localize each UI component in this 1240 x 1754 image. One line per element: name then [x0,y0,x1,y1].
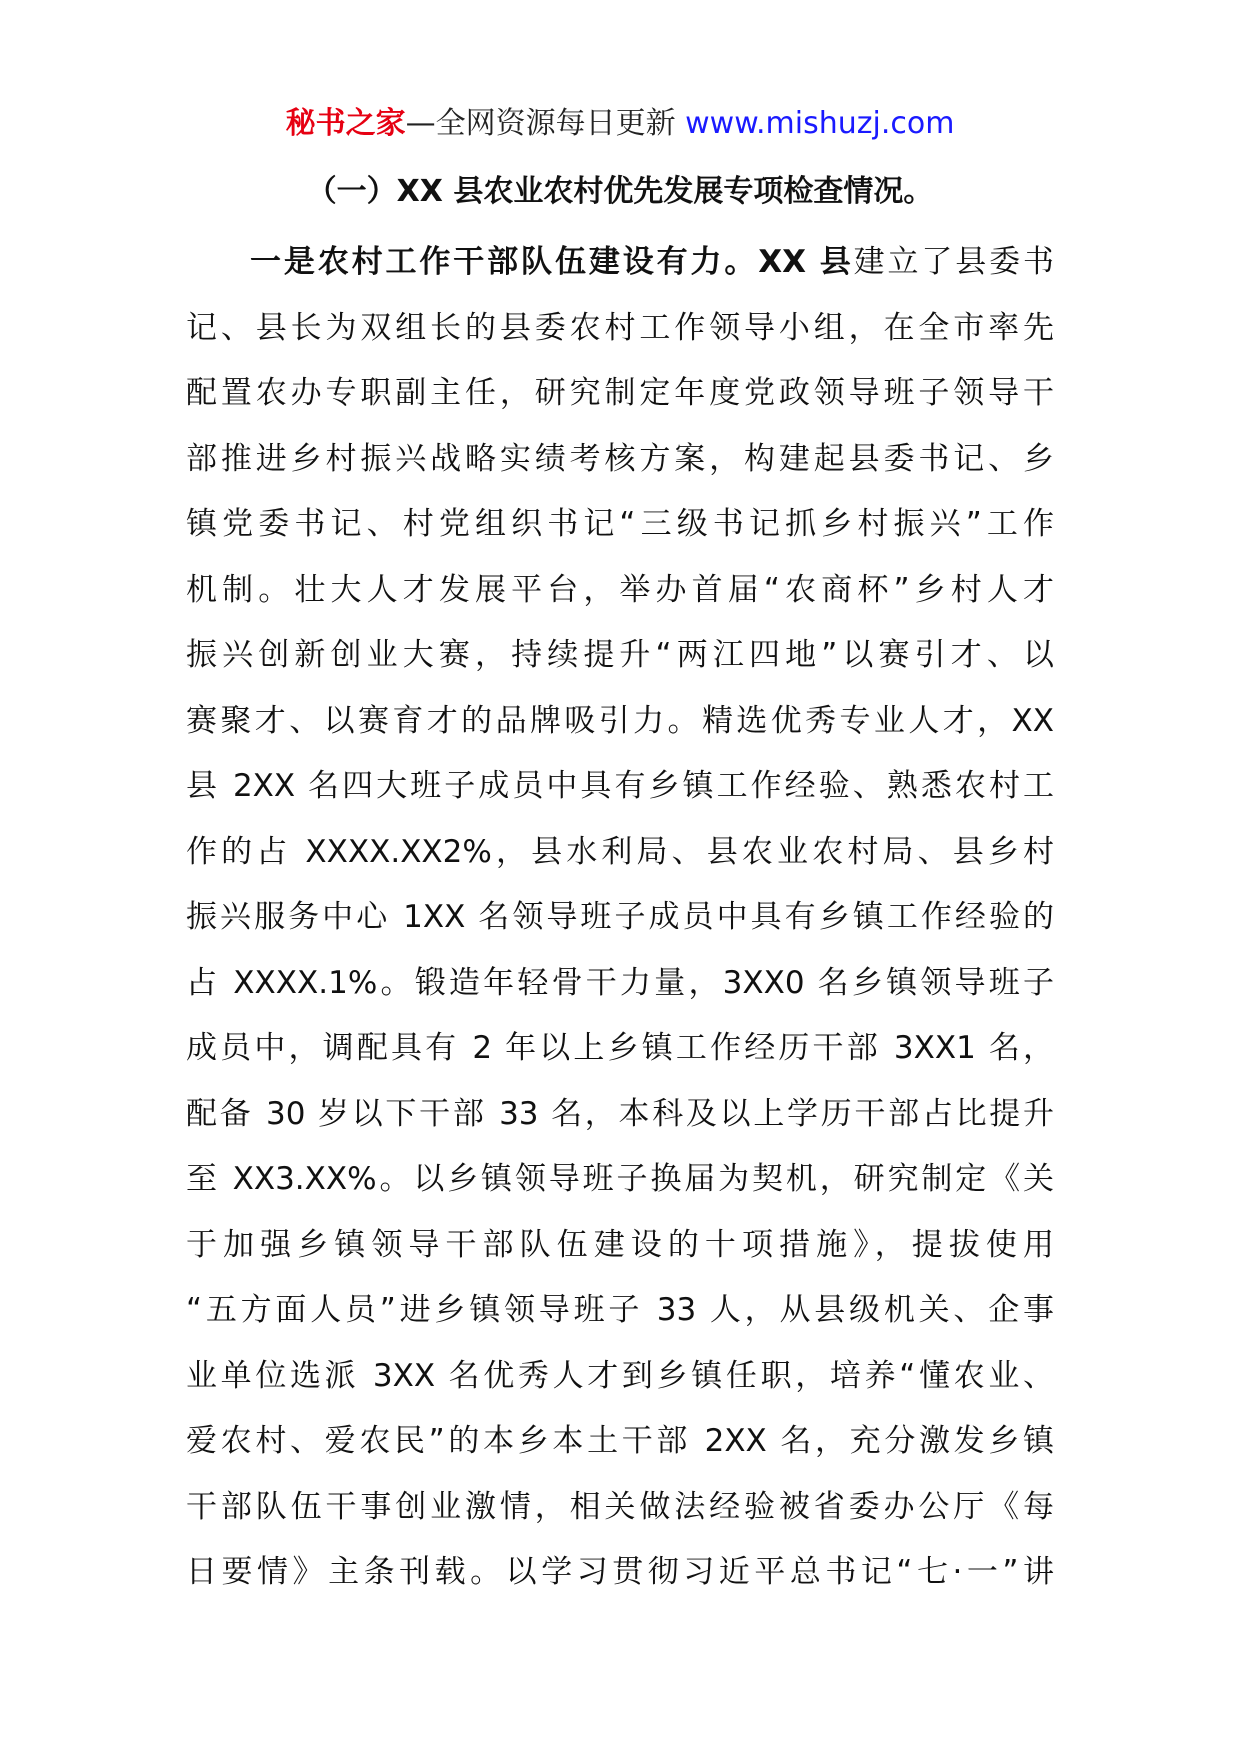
paragraph-line: 部推进乡村振兴战略实绩考核方案，构建起县委书记、乡 [186,440,1054,477]
paragraph-line: 赛聚才、以赛育才的品牌吸引力。精选优秀专业人才，XX [186,702,1054,739]
paragraph-line: 于加强乡镇领导干部队伍建设的十项措施》，提拔使用 [186,1226,1054,1263]
site-url-link[interactable]: www.mishuzj.com [685,106,955,141]
paragraph-line-text: 建立了县委书 [853,244,1055,280]
header-tagline: —全网资源每日更新 [405,106,686,141]
paragraph-line: 干部队伍干事创业激情，相关做法经验被省委办公厅《每 [186,1488,1054,1525]
site-header [0,104,1240,144]
paragraph-line: 日要情》主条刊载。以学习贯彻习近平总书记“七·一”讲 [186,1554,1054,1590]
paragraph-line: 机制。壮大人才发展平台，举办首届“农商杯”乡村人才 [186,571,1054,608]
paragraph-line: 占 XXXX.1%。锻造年轻骨干力量，3XX0 名乡镇领导班子 [186,964,1054,1001]
paragraph-line: 记、县长为双组长的县委农村工作领导小组，在全市率先 [186,309,1054,346]
paragraph-line [186,230,1054,296]
section-title: （一）XX 县农业农村优先发展专项检查情况。 [306,174,934,209]
body-paragraph [186,230,1054,1606]
paragraph-line: 振兴服务中心 1XX 名领导班子成员中具有乡镇工作经验的 [186,899,1054,935]
paragraph-lead-bold: 一是农村工作干部队伍建设有力。XX 县 [250,244,854,280]
paragraph-line: 作的占 XXXX.XX2%，县水利局、县农业农村局、县乡村 [186,833,1054,870]
paragraph-line: 爱农村、爱农民”的本乡本土干部 2XX 名，充分激发乡镇 [186,1423,1054,1459]
paragraph-line: 业单位选派 3XX 名优秀人才到乡镇任职，培养“懂农业、 [186,1357,1054,1394]
paragraph-line: 振兴创新创业大赛，持续提升“两江四地”以赛引才、以 [186,637,1054,673]
paragraph-line: 配置农办专职副主任，研究制定年度党政领导班子领导干 [186,375,1054,411]
brand-name: 秘书之家 [285,106,406,141]
paragraph-line: 县 2XX 名四大班子成员中具有乡镇工作经验、熟悉农村工 [186,768,1054,804]
paragraph-line: 至 XX3.XX%。以乡镇领导班子换届为契机，研究制定《关 [186,1161,1054,1197]
paragraph-line: 配备 30 岁以下干部 33 名，本科及以上学历干部占比提升 [186,1095,1054,1132]
paragraph-line: “五方面人员”进乡镇领导班子 33 人，从县级机关、企事 [186,1292,1054,1328]
paragraph-line: 成员中，调配具有 2 年以上乡镇工作经历干部 3XX1 名， [186,1030,1054,1066]
paragraph-line: 镇党委书记、村党组织书记“三级书记抓乡村振兴”工作 [186,506,1054,542]
